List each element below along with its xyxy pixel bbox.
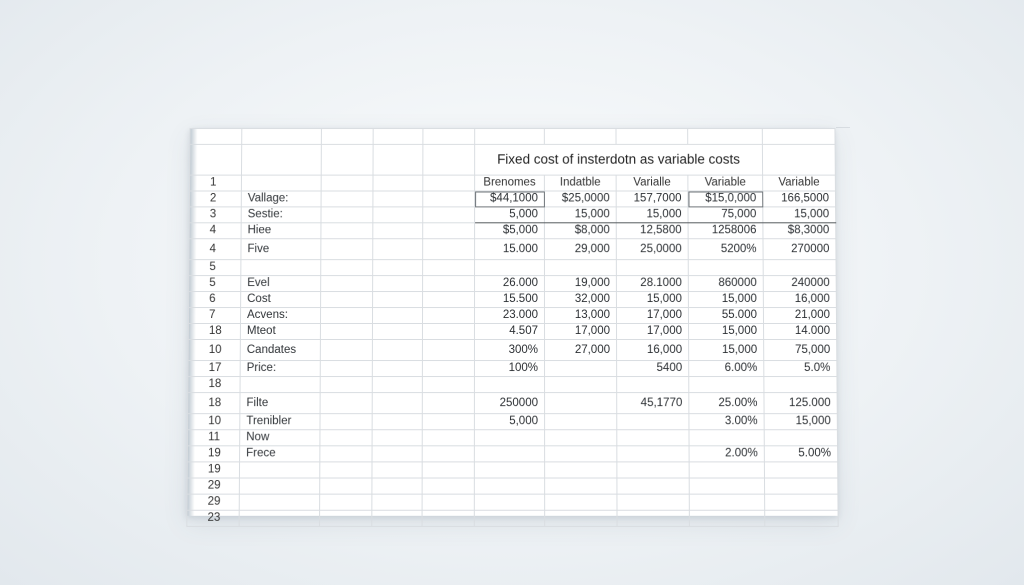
- data-cell[interactable]: 3.00%: [689, 414, 764, 430]
- data-cell[interactable]: 5200%: [688, 239, 763, 260]
- data-cell[interactable]: 25,0000: [616, 239, 688, 260]
- data-cell[interactable]: 270000: [763, 239, 836, 260]
- cell[interactable]: [320, 510, 372, 526]
- cell[interactable]: [544, 129, 616, 145]
- cell[interactable]: [422, 377, 474, 393]
- cell[interactable]: [422, 361, 474, 377]
- data-cell[interactable]: [545, 462, 617, 478]
- row-label[interactable]: Cost: [241, 292, 321, 308]
- data-cell[interactable]: $44,1000: [475, 191, 545, 207]
- data-cell[interactable]: $8,000: [544, 223, 616, 239]
- row-label[interactable]: Now: [240, 430, 320, 446]
- cell[interactable]: [373, 276, 423, 292]
- cell[interactable]: [372, 308, 422, 324]
- cell[interactable]: [422, 430, 474, 446]
- cell[interactable]: [422, 494, 474, 510]
- row-label[interactable]: Five: [241, 239, 321, 260]
- data-cell[interactable]: 17,000: [616, 308, 688, 324]
- cell[interactable]: [373, 175, 423, 191]
- table-row: [188, 361, 837, 377]
- data-cell[interactable]: [689, 377, 764, 393]
- row-label[interactable]: [241, 260, 321, 276]
- data-cell[interactable]: 75,000: [688, 207, 763, 223]
- row-label[interactable]: [240, 377, 320, 393]
- cell[interactable]: [320, 339, 372, 360]
- data-cell[interactable]: 32,000: [544, 292, 616, 308]
- data-cell[interactable]: 4.507: [474, 323, 544, 339]
- column-header[interactable]: Brenomes: [475, 175, 545, 191]
- data-cell[interactable]: 157,7000: [616, 191, 688, 207]
- table-row: [187, 494, 838, 510]
- data-cell[interactable]: 17,000: [617, 323, 689, 339]
- table-row: [188, 414, 838, 430]
- data-cell[interactable]: 166,5000: [763, 191, 836, 207]
- data-cell[interactable]: 26.000: [475, 276, 545, 292]
- table-row: [188, 323, 836, 339]
- cell[interactable]: [372, 430, 422, 446]
- table-row: [187, 430, 837, 446]
- row-header[interactable]: 11: [187, 430, 239, 446]
- cell[interactable]: [321, 144, 373, 175]
- row-header[interactable]: 17: [188, 361, 240, 377]
- data-cell[interactable]: [688, 260, 763, 276]
- cell[interactable]: [373, 129, 423, 145]
- cell[interactable]: [423, 292, 475, 308]
- data-cell[interactable]: [689, 478, 764, 494]
- data-cell[interactable]: 15.500: [475, 292, 545, 308]
- table-row: [189, 260, 836, 276]
- data-cell[interactable]: 240000: [763, 276, 836, 292]
- data-cell[interactable]: 1258006: [688, 223, 763, 239]
- data-cell[interactable]: [764, 478, 837, 494]
- data-cell[interactable]: [474, 494, 544, 510]
- data-cell[interactable]: $8,3000: [763, 223, 836, 239]
- spreadsheet: [186, 128, 837, 524]
- table-row: [187, 446, 837, 462]
- data-cell[interactable]: 250000: [474, 393, 544, 414]
- row-label[interactable]: Sestie:: [241, 207, 321, 223]
- sheet-title[interactable]: Fixed cost of insterdotn as variable costs: [475, 144, 763, 175]
- row-label[interactable]: Trenibler: [240, 414, 320, 430]
- data-cell[interactable]: [617, 414, 689, 430]
- cell[interactable]: [373, 191, 423, 207]
- cell[interactable]: [372, 339, 422, 360]
- data-cell[interactable]: [617, 462, 689, 478]
- cell[interactable]: [373, 144, 423, 175]
- cell[interactable]: [320, 323, 372, 339]
- data-cell[interactable]: 28.1000: [616, 276, 688, 292]
- table-row: [188, 339, 837, 360]
- cell[interactable]: [373, 207, 423, 223]
- data-cell[interactable]: 5,000: [475, 207, 545, 223]
- row-label[interactable]: [239, 462, 319, 478]
- data-cell[interactable]: [545, 430, 617, 446]
- data-cell[interactable]: [616, 260, 688, 276]
- data-cell[interactable]: [617, 430, 689, 446]
- data-cell[interactable]: 16,000: [763, 292, 836, 308]
- row-label[interactable]: [239, 510, 319, 526]
- cell[interactable]: [422, 446, 474, 462]
- table-row: [188, 393, 837, 414]
- row-header[interactable]: 3: [189, 207, 241, 223]
- table-row: [189, 292, 837, 308]
- cell[interactable]: [423, 260, 475, 276]
- cell[interactable]: [321, 260, 373, 276]
- cell[interactable]: [616, 129, 688, 145]
- cell[interactable]: [372, 462, 422, 478]
- row-header[interactable]: 29: [187, 478, 239, 494]
- cell[interactable]: [321, 292, 373, 308]
- cell[interactable]: [241, 175, 321, 191]
- cell[interactable]: [320, 308, 372, 324]
- data-cell[interactable]: [617, 478, 689, 494]
- data-cell[interactable]: [617, 446, 689, 462]
- table-row: [189, 191, 835, 207]
- data-cell[interactable]: 29,000: [544, 239, 616, 260]
- cell[interactable]: [373, 260, 423, 276]
- data-cell[interactable]: 13,000: [544, 308, 616, 324]
- row-header[interactable]: 5: [189, 260, 241, 276]
- data-cell[interactable]: 23.000: [474, 308, 544, 324]
- row-header[interactable]: 10: [188, 414, 240, 430]
- cell[interactable]: [423, 191, 475, 207]
- data-cell[interactable]: 15,000: [689, 323, 764, 339]
- data-cell[interactable]: 21,000: [763, 308, 836, 324]
- data-cell[interactable]: [545, 494, 617, 510]
- data-cell[interactable]: $5,000: [475, 223, 545, 239]
- cell[interactable]: [242, 129, 322, 145]
- cell[interactable]: [423, 239, 475, 260]
- row-label[interactable]: Evel: [241, 276, 321, 292]
- data-cell[interactable]: [765, 494, 838, 510]
- data-cell[interactable]: [474, 510, 544, 526]
- row-header[interactable]: 5: [189, 276, 241, 292]
- data-cell[interactable]: 15.000: [475, 239, 545, 260]
- data-cell[interactable]: [474, 478, 544, 494]
- cell[interactable]: [762, 144, 835, 175]
- data-cell[interactable]: 12,5800: [616, 223, 688, 239]
- cell[interactable]: [422, 323, 474, 339]
- data-cell[interactable]: [617, 510, 689, 526]
- row-header[interactable]: 23: [187, 510, 239, 526]
- row-header[interactable]: 19: [187, 462, 239, 478]
- row-label[interactable]: Hiee: [241, 223, 321, 239]
- cell[interactable]: [423, 207, 475, 223]
- data-cell[interactable]: 5.0%: [764, 361, 837, 377]
- data-cell[interactable]: 15,000: [616, 207, 688, 223]
- data-cell[interactable]: [544, 260, 616, 276]
- cell[interactable]: [320, 414, 372, 430]
- cell[interactable]: [422, 510, 474, 526]
- cell[interactable]: [423, 276, 475, 292]
- row-header[interactable]: 19: [187, 446, 239, 462]
- column-header[interactable]: Indatble: [544, 175, 616, 191]
- cell[interactable]: [372, 494, 422, 510]
- cell[interactable]: [372, 478, 422, 494]
- spreadsheet-grid: [186, 128, 838, 527]
- row-header[interactable]: 18: [188, 323, 240, 339]
- cell[interactable]: [762, 129, 835, 145]
- table-row: [188, 377, 837, 393]
- data-cell[interactable]: [765, 510, 838, 526]
- data-cell[interactable]: 5400: [617, 361, 689, 377]
- data-cell[interactable]: 15,000: [764, 414, 837, 430]
- data-cell[interactable]: [474, 446, 544, 462]
- data-cell[interactable]: $15,0,000: [688, 191, 763, 207]
- row-header[interactable]: 6: [189, 292, 241, 308]
- data-cell[interactable]: 55.000: [688, 308, 763, 324]
- table-row: [187, 478, 838, 494]
- cell[interactable]: [423, 144, 475, 175]
- cell[interactable]: [241, 144, 321, 175]
- data-cell[interactable]: [764, 462, 837, 478]
- data-cell[interactable]: [545, 361, 617, 377]
- table-row: [189, 239, 836, 260]
- cell[interactable]: [422, 478, 474, 494]
- data-cell[interactable]: [545, 510, 617, 526]
- data-cell[interactable]: [764, 430, 837, 446]
- cell[interactable]: [320, 377, 372, 393]
- cell[interactable]: [320, 446, 372, 462]
- data-cell[interactable]: 15,000: [616, 292, 688, 308]
- cell[interactable]: [422, 339, 474, 360]
- cell[interactable]: [372, 510, 422, 526]
- data-cell[interactable]: [474, 462, 544, 478]
- data-cell[interactable]: 45,1770: [617, 393, 689, 414]
- column-header[interactable]: Variable: [763, 175, 836, 191]
- data-cell[interactable]: [617, 377, 689, 393]
- row-header[interactable]: 4: [189, 223, 241, 239]
- cell[interactable]: [372, 361, 422, 377]
- data-cell[interactable]: 2.00%: [689, 446, 764, 462]
- cell[interactable]: [321, 191, 373, 207]
- row-header[interactable]: 2: [189, 191, 241, 207]
- cell[interactable]: [320, 494, 372, 510]
- data-cell[interactable]: [545, 446, 617, 462]
- data-cell[interactable]: 16,000: [617, 339, 689, 360]
- row-label[interactable]: Candates: [240, 339, 320, 360]
- cell[interactable]: [373, 223, 423, 239]
- data-cell[interactable]: [474, 430, 544, 446]
- data-cell[interactable]: [689, 430, 764, 446]
- data-cell[interactable]: 5,000: [474, 414, 544, 430]
- cell[interactable]: [372, 323, 422, 339]
- data-cell[interactable]: 14.000: [764, 323, 837, 339]
- cell[interactable]: [320, 430, 372, 446]
- cell[interactable]: [422, 414, 474, 430]
- data-cell[interactable]: [545, 414, 617, 430]
- data-cell[interactable]: [545, 377, 617, 393]
- row-header[interactable]: 7: [188, 308, 240, 324]
- cell[interactable]: [320, 478, 372, 494]
- cell[interactable]: [321, 207, 373, 223]
- row-header[interactable]: 29: [187, 494, 239, 510]
- cell[interactable]: [320, 393, 372, 414]
- cell[interactable]: [321, 223, 373, 239]
- cell[interactable]: [423, 129, 475, 145]
- data-cell[interactable]: [545, 393, 617, 414]
- table-row: [189, 223, 836, 239]
- cell[interactable]: [320, 462, 372, 478]
- data-cell[interactable]: 75,000: [764, 339, 837, 360]
- cell[interactable]: [190, 144, 242, 175]
- cell[interactable]: [423, 175, 475, 191]
- data-cell[interactable]: 100%: [474, 361, 544, 377]
- data-cell[interactable]: 25.00%: [689, 393, 764, 414]
- data-cell[interactable]: 17,000: [545, 323, 617, 339]
- table-row: [187, 510, 838, 526]
- data-cell[interactable]: [475, 260, 545, 276]
- table-row: [188, 308, 836, 324]
- row-label[interactable]: Frece: [240, 446, 320, 462]
- table-row: [189, 207, 835, 223]
- cell[interactable]: [372, 414, 422, 430]
- cell[interactable]: [372, 393, 422, 414]
- column-header[interactable]: Variable: [688, 175, 763, 191]
- data-cell[interactable]: 5.00%: [764, 446, 837, 462]
- cell[interactable]: [321, 276, 373, 292]
- data-cell[interactable]: 27,000: [545, 339, 617, 360]
- cell[interactable]: [688, 129, 763, 145]
- row-label[interactable]: [239, 494, 319, 510]
- data-cell[interactable]: 15,000: [688, 292, 763, 308]
- row-header[interactable]: 4: [189, 239, 241, 260]
- data-cell[interactable]: 860000: [688, 276, 763, 292]
- row-label[interactable]: Mteot: [240, 323, 320, 339]
- data-cell[interactable]: 15,000: [689, 339, 764, 360]
- data-cell[interactable]: 19,000: [544, 276, 616, 292]
- data-cell[interactable]: [689, 494, 764, 510]
- data-cell[interactable]: [545, 478, 617, 494]
- table-row: [187, 462, 838, 478]
- data-cell[interactable]: [689, 510, 764, 526]
- table-row: [189, 276, 837, 292]
- data-cell[interactable]: [474, 377, 544, 393]
- row-label[interactable]: Price:: [240, 361, 320, 377]
- row-label[interactable]: [239, 478, 319, 494]
- data-cell[interactable]: 125.000: [764, 393, 837, 414]
- data-cell[interactable]: [764, 377, 837, 393]
- cell[interactable]: [423, 223, 475, 239]
- row-header[interactable]: 18: [188, 377, 240, 393]
- row-label[interactable]: Acvens:: [240, 308, 320, 324]
- data-cell[interactable]: 15,000: [763, 207, 836, 223]
- cell[interactable]: [190, 129, 242, 145]
- row-header[interactable]: 18: [188, 393, 240, 414]
- data-cell[interactable]: 300%: [474, 339, 544, 360]
- cell[interactable]: [373, 292, 423, 308]
- cell[interactable]: [422, 462, 474, 478]
- cell[interactable]: [372, 377, 422, 393]
- cell[interactable]: [475, 129, 545, 145]
- cell[interactable]: [321, 175, 373, 191]
- data-cell[interactable]: [689, 462, 764, 478]
- cell[interactable]: [372, 446, 422, 462]
- data-cell[interactable]: 15,000: [544, 207, 616, 223]
- cell[interactable]: [320, 361, 372, 377]
- row-label[interactable]: Filte: [240, 393, 320, 414]
- cell[interactable]: [321, 239, 373, 260]
- row-header[interactable]: 10: [188, 339, 240, 360]
- cell[interactable]: [321, 129, 373, 145]
- row-label[interactable]: Vallage:: [241, 191, 321, 207]
- data-cell[interactable]: 6.00%: [689, 361, 764, 377]
- cell[interactable]: [373, 239, 423, 260]
- data-cell[interactable]: [763, 260, 836, 276]
- row-header[interactable]: 1: [190, 175, 242, 191]
- cell[interactable]: [422, 308, 474, 324]
- data-cell[interactable]: $25,0000: [544, 191, 616, 207]
- data-cell[interactable]: [617, 494, 689, 510]
- cell[interactable]: [422, 393, 474, 414]
- column-header[interactable]: Varialle: [616, 175, 688, 191]
